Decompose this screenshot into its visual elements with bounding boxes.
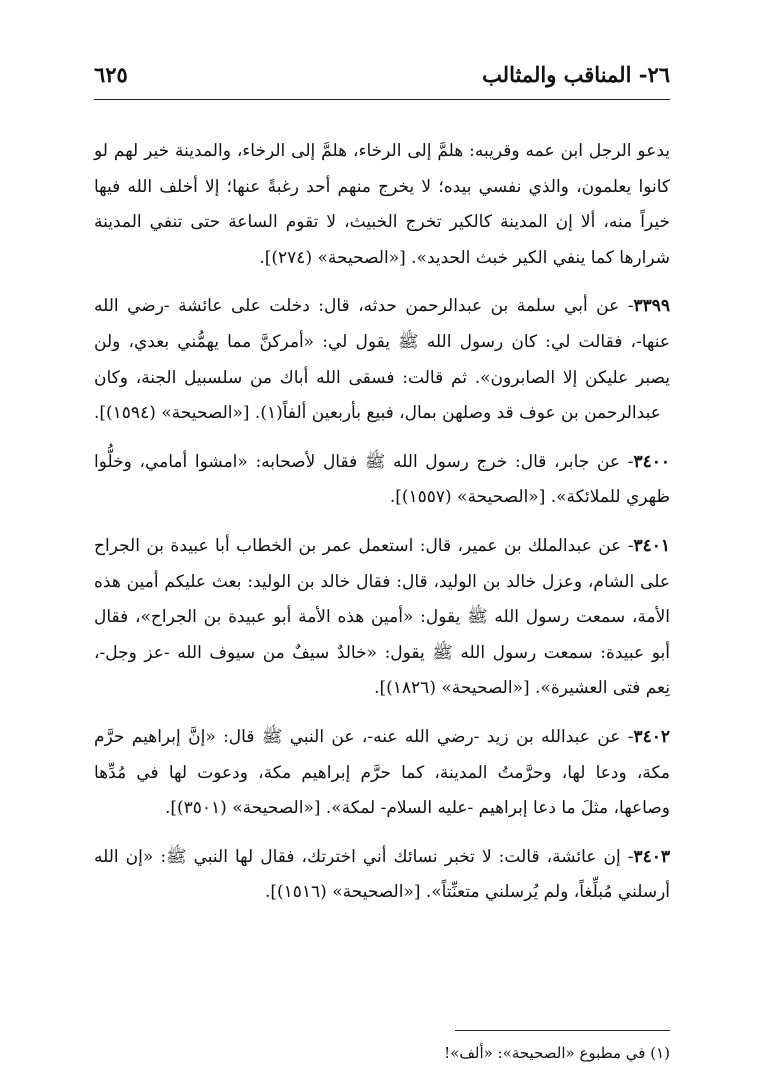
hadith-number: ٣٤٠٣ [633,846,670,867]
hadith-3400 [94,445,670,516]
running-header [94,60,670,96]
chapter-title: ٢٦- المناقب والمثالب [482,62,670,87]
hadith-3401 [94,529,670,707]
paragraph-text: - عن جابر، قال: خرج رسول الله ﷺ فقال لأصحابه: «امشوا أمامي، وخلُّوا ظهري للملائكة». [«الصحيحة» (١٥٥٧)]. [94,451,670,508]
paragraph-text: - عن عبدالله بن زيد -رضي الله عنه-، عن النبي ﷺ قال: «إنَّ إبراهيم حرَّم مكة، ودعا لها، وحرَّمتُ المدينة، كما حرَّم إبراهيم مكة، ودعوت لها في مُدِّها وصاعها، مثلَ ما دعا إبراهيم -عليه السلام- لمكة». [«الصحيحة» (٣٥٠١)]. [94,726,670,819]
paragraph-text: - عن عبدالملك بن عمير، قال: استعمل عمر بن الخطاب أبا عبيدة بن الجراح على الشام، وعزل خالد بن الوليد، قال: فقال خالد بن الوليد: بعث عليكم أمين هذه الأمة، سمعت رسول الله ﷺ يقول: «أمين هذه الأمة أبو عبيدة بن الجراح»، فقال أبو عبيدة: سمعت رسول الله ﷺ يقول: «خالدٌ سيفٌ من سيوف الله -عز وجل-، نِعم فتى العشيرة». [«الصحيحة» (١٨٢٦)]. [94,535,670,699]
footnote-divider [455,1030,670,1031]
hadith-3403 [94,840,670,911]
header-divider [94,99,670,100]
hadith-number: ٣٤٠٠ [633,451,670,472]
footnote: (١) في مطبوع «الصحيحة»: «ألف»! [444,1044,670,1062]
hadith-3399 [94,289,670,431]
hadith-number: ٣٤٠٢ [633,726,670,747]
text-body [94,134,670,924]
paragraph-text: - عن أبي سلمة بن عبدالرحمن حدثه، قال: دخلت على عائشة -رضي الله عنها-، فقالت لي: كان رسول الله ﷺ يقول لي: «أمركنَّ مما يهمُّني بعدي، ولن يصبر عليكن إلا الصابرون». ثم قالت: فسقى الله أباك من سلسبيل الجنة، وكان عبدالرحمن بن عوف قد وصلهن بمال، فبيع بأربعين ألفاً(١). [«الصحيحة» (١٥٩٤)]. [94,296,670,424]
hadith-number: ٣٤٠١ [633,535,670,556]
hadith-number: ٣٣٩٩ [633,296,670,317]
page-number: ٦٢٥ [94,62,128,87]
hadith-3402 [94,720,670,827]
paragraph-continuation [94,134,670,276]
paragraph-text: يدعو الرجل ابن عمه وقريبه: هلمَّ إلى الرخاء، هلمَّ إلى الرخاء، والمدينة خير لهم لو كانوا يعلمون، والذي نفسي بيده؛ لا يخرج منهم أحد رغبةً عنها؛ إلا أخلف الله فيها خيراً منه، ألا إن المدينة كالكير تخرج الخبيث، لا تقوم الساعة حتى تنفي المدينة شرارها كما ينفي الكير خبث الحديد». [«الصحيحة» (٢٧٤)]. [94,141,670,268]
paragraph-text: - إن عائشة، قالت: لا تخبر نسائك أني اخترتك، فقال لها النبي ﷺ: «إن الله أرسلني مُبلِّغاً، ولم يُرسلني متعنِّتاً». [«الصحيحة» (١٥١٦)]. [94,846,670,903]
